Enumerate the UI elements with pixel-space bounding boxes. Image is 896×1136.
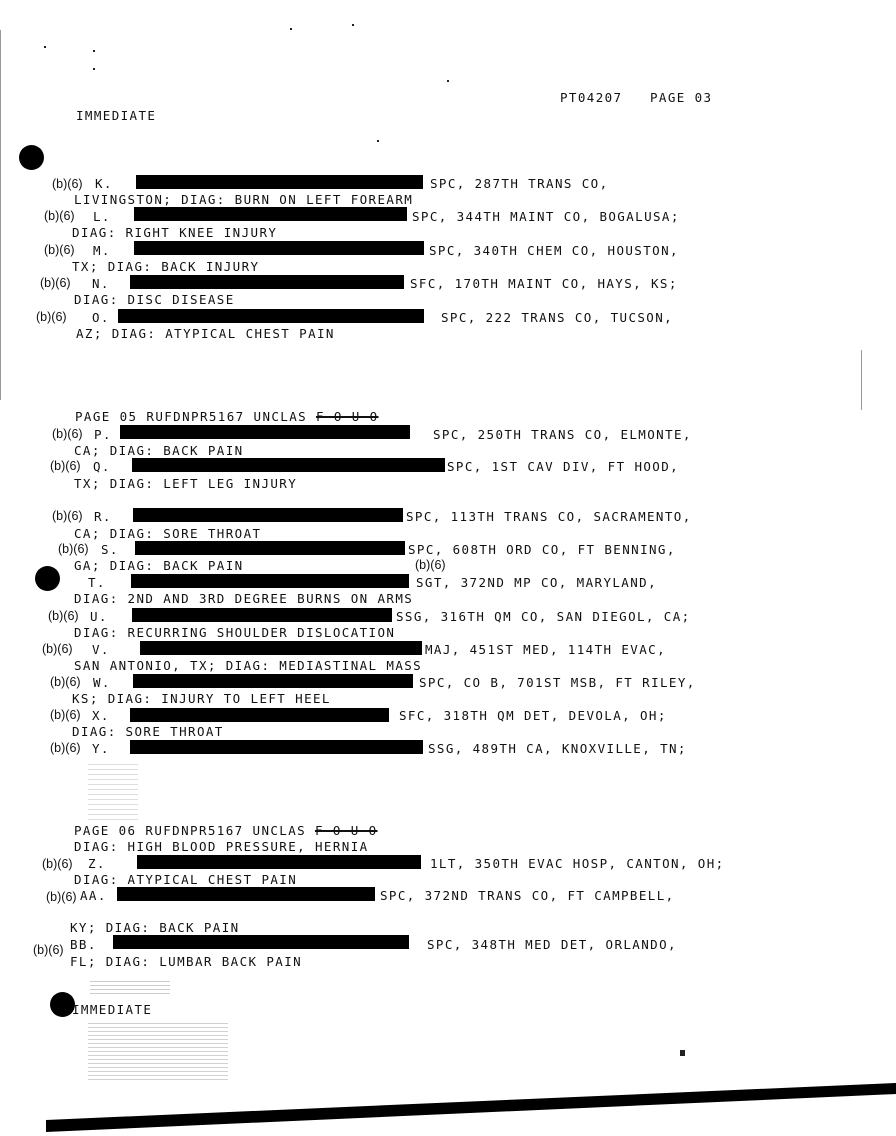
entry-letter: Y. bbox=[92, 741, 110, 756]
redaction-label: (b)(6) bbox=[50, 708, 81, 722]
redaction-label: (b)(6) bbox=[52, 177, 83, 191]
struck-marking: F O U O bbox=[316, 409, 379, 424]
entry-unit: SPC, 348TH MED DET, ORLANDO, bbox=[427, 937, 677, 952]
entry-unit: SSG, 316TH QM CO, SAN DIEGOL, CA; bbox=[396, 609, 691, 624]
entry-diagnosis: DIAG: ATYPICAL CHEST PAIN bbox=[74, 872, 298, 887]
entry-diagnosis: GA; DIAG: BACK PAIN bbox=[74, 558, 244, 573]
redaction-label: (b)(6) bbox=[52, 427, 83, 441]
entry-letter: O. bbox=[92, 310, 110, 325]
entry-diagnosis: AZ; DIAG: ATYPICAL CHEST PAIN bbox=[76, 326, 335, 341]
entry-diagnosis: DIAG: DISC DISEASE bbox=[74, 292, 235, 307]
precedence-header: IMMEDIATE bbox=[76, 108, 157, 123]
entry-diagnosis: CA; DIAG: BACK PAIN bbox=[74, 443, 244, 458]
entry-diagnosis: KS; DIAG: INJURY TO LEFT HEEL bbox=[72, 691, 331, 706]
entry-diagnosis: DIAG: HIGH BLOOD PRESSURE, HERNIA bbox=[74, 839, 369, 854]
entry-diagnosis: FL; DIAG: LUMBAR BACK PAIN bbox=[70, 954, 303, 969]
entry-unit: SPC, 340TH CHEM CO, HOUSTON, bbox=[429, 243, 679, 258]
entry-letter: N. bbox=[92, 276, 110, 291]
entry-letter: L. bbox=[93, 209, 111, 224]
entry-letter: M. bbox=[93, 243, 111, 258]
entry-letter: BB. bbox=[70, 937, 97, 952]
entry-unit: SFC, 170TH MAINT CO, HAYS, KS; bbox=[410, 276, 678, 291]
entry-diagnosis: SAN ANTONIO, TX; DIAG: MEDIASTINAL MASS bbox=[74, 658, 423, 673]
redaction-label: (b)(6) bbox=[40, 276, 71, 290]
entry-unit: 1LT, 350TH EVAC HOSP, CANTON, OH; bbox=[430, 856, 725, 871]
entry-letter: V. bbox=[92, 642, 110, 657]
entry-diagnosis: CA; DIAG: SORE THROAT bbox=[74, 526, 262, 541]
page-header-text: PAGE 06 RUFDNPR5167 UNCLAS bbox=[74, 823, 307, 838]
entry-unit: SPC, 113TH TRANS CO, SACRAMENTO, bbox=[406, 509, 692, 524]
entry-unit: SSG, 489TH CA, KNOXVILLE, TN; bbox=[428, 741, 687, 756]
entry-letter: T. bbox=[88, 575, 106, 590]
entry-letter: S. bbox=[101, 542, 119, 557]
struck-marking: F O U O bbox=[315, 823, 378, 838]
entry-letter: R. bbox=[94, 509, 112, 524]
redaction-label: (b)(6) bbox=[36, 310, 67, 324]
entry-diagnosis: DIAG: 2ND AND 3RD DEGREE BURNS ON ARMS bbox=[74, 591, 414, 606]
redaction-label: (b)(6) bbox=[415, 558, 446, 572]
entry-letter: W. bbox=[93, 675, 111, 690]
entry-unit: SPC, 344TH MAINT CO, BOGALUSA; bbox=[412, 209, 680, 224]
message-id: PT04207 bbox=[560, 90, 623, 105]
entry-letter: U. bbox=[90, 609, 108, 624]
entry-unit: SPC, 608TH ORD CO, FT BENNING, bbox=[408, 542, 676, 557]
precedence-footer: IMMEDIATE bbox=[72, 1002, 153, 1017]
redaction-label: (b)(6) bbox=[44, 243, 75, 257]
page-header-text: PAGE 05 RUFDNPR5167 UNCLAS bbox=[75, 409, 308, 424]
entry-diagnosis: KY; DIAG: BACK PAIN bbox=[70, 920, 240, 935]
entry-unit: MAJ, 451ST MED, 114TH EVAC, bbox=[425, 642, 666, 657]
entry-letter: Z. bbox=[88, 856, 106, 871]
entry-letter: K. bbox=[95, 176, 113, 191]
redaction-label: (b)(6) bbox=[42, 642, 73, 656]
entry-letter: AA. bbox=[80, 888, 107, 903]
entry-diagnosis: DIAG: SORE THROAT bbox=[72, 724, 224, 739]
redaction-label: (b)(6) bbox=[33, 943, 64, 957]
entry-diagnosis: TX; DIAG: BACK INJURY bbox=[72, 259, 260, 274]
entry-unit: SGT, 372ND MP CO, MARYLAND, bbox=[416, 575, 657, 590]
entry-letter: Q. bbox=[93, 459, 111, 474]
entry-unit: SPC, 222 TRANS CO, TUCSON, bbox=[441, 310, 674, 325]
entry-unit: SPC, 287TH TRANS CO, bbox=[430, 176, 609, 191]
entry-unit: SPC, 1ST CAV DIV, FT HOOD, bbox=[447, 459, 680, 474]
entry-unit: SPC, CO B, 701ST MSB, FT RILEY, bbox=[419, 675, 696, 690]
redaction-label: (b)(6) bbox=[52, 509, 83, 523]
redaction-label: (b)(6) bbox=[46, 890, 77, 904]
redaction-label: (b)(6) bbox=[58, 542, 89, 556]
entry-diagnosis: DIAG: RIGHT KNEE INJURY bbox=[72, 225, 278, 240]
redaction-label: (b)(6) bbox=[44, 209, 75, 223]
redaction-label: (b)(6) bbox=[42, 857, 73, 871]
redaction-label: (b)(6) bbox=[50, 675, 81, 689]
redaction-label: (b)(6) bbox=[50, 741, 81, 755]
redaction-label: (b)(6) bbox=[50, 459, 81, 473]
entry-letter: P. bbox=[94, 427, 112, 442]
entry-diagnosis: DIAG: RECURRING SHOULDER DISLOCATION bbox=[74, 625, 396, 640]
entry-unit: SPC, 372ND TRANS CO, FT CAMPBELL, bbox=[380, 888, 675, 903]
entry-unit: SPC, 250TH TRANS CO, ELMONTE, bbox=[433, 427, 692, 442]
entry-unit: SFC, 318TH QM DET, DEVOLA, OH; bbox=[399, 708, 667, 723]
entry-diagnosis: TX; DIAG: LEFT LEG INJURY bbox=[74, 476, 298, 491]
redaction-label: (b)(6) bbox=[48, 609, 79, 623]
page-number: PAGE 03 bbox=[650, 90, 713, 105]
entry-diagnosis: LIVINGSTON; DIAG: BURN ON LEFT FOREARM bbox=[74, 192, 414, 207]
entry-letter: X. bbox=[92, 708, 110, 723]
